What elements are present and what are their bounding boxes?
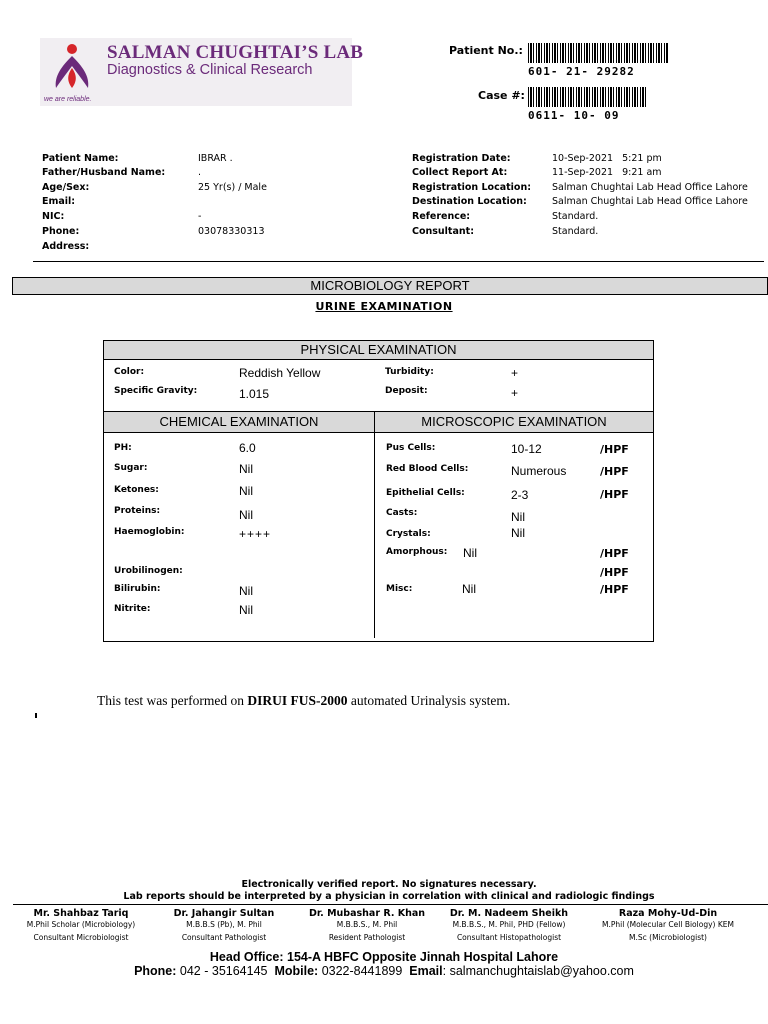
crystals-label: Crystals: (386, 529, 431, 539)
ph-label: PH: (114, 443, 132, 453)
report-subtitle: URINE EXAMINATION (315, 300, 453, 313)
ketones-value: Nil (239, 484, 253, 498)
urobilinogen-label: Urobilinogen: (114, 566, 183, 576)
case-barcode-icon (528, 87, 648, 107)
case-label: Case #: (478, 89, 525, 102)
specific-gravity-value: 1.015 (239, 387, 270, 401)
patient-name: IBRAR . (198, 153, 233, 164)
analyzer-note-prefix: This test was performed on (97, 693, 248, 708)
signatory-qualification: M.Phil Scholar (Microbiology) (26, 920, 136, 929)
mobile-contact: 0322-8441899 (321, 964, 403, 978)
margin-mark (35, 713, 37, 718)
color-value: Reddish Yellow (239, 366, 321, 380)
footer-divider (13, 904, 768, 905)
amorphous-unit: /HPF (600, 547, 629, 560)
casts-value: Nil (511, 510, 525, 524)
reg-date: 10-Sep-2021 5:21 pm (552, 153, 662, 164)
extra-unit: /HPF (600, 566, 629, 579)
consultant-value: Standard. (552, 226, 599, 237)
ph-value: 6.0 (239, 441, 256, 455)
signatory-title: M.Sc (Microbiologist) (629, 933, 707, 942)
head-office-address: Head Office: 154-A HBFC Opposite Jinnah Hospital Lahore (209, 950, 559, 964)
lab-name: SALMAN CHUGHTAI’S LAB (107, 42, 364, 63)
rbc-label: Red Blood Cells: (386, 464, 469, 474)
signatory-qualification: M.Phil (Molecular Cell Biology) KEM (602, 920, 734, 929)
mobile-contact-label: Mobile: (274, 964, 319, 978)
email-contact[interactable]: salmanchughtaislab@yahoo.com (449, 964, 634, 978)
dest-location-label: Destination Location: (412, 196, 527, 207)
signatory (439, 908, 579, 942)
misc-unit: /HPF (600, 583, 629, 596)
father-label: Father/Husband Name: (42, 167, 166, 178)
pus-cells-unit: /HPF (600, 443, 629, 456)
contact-line: Phone: 042 - 35164145 Mobile: 0322-8441899 Email: salmanchughtaislab@yahoo.com (134, 964, 634, 978)
phone-contact: 042 - 35164145 (179, 964, 268, 978)
crystals-value: Nil (511, 526, 525, 540)
pus-cells-label: Pus Cells: (386, 443, 436, 453)
signatory-name: Dr. Jahangir Sultan (173, 908, 275, 919)
signatory (154, 908, 294, 942)
haemoglobin-value: ++++ (239, 527, 272, 541)
address-label: Address: (42, 241, 90, 252)
deposit-value: + (511, 386, 519, 400)
email-label: Email: (42, 196, 76, 207)
sugar-value: Nil (239, 462, 253, 476)
epithelial-value: 2-3 (511, 488, 529, 502)
signatory (297, 908, 437, 942)
collect-label: Collect Report At: (412, 167, 508, 178)
signatory (11, 908, 151, 942)
phone-contact-label: Phone: (134, 964, 177, 978)
patient-name-label: Patient Name: (42, 153, 119, 164)
header-divider (33, 261, 764, 262)
haemoglobin-label: Haemoglobin: (114, 527, 185, 537)
signatory (588, 908, 748, 942)
amorphous-label: Amorphous: (386, 547, 448, 557)
father-name: . (198, 167, 202, 178)
reference-value: Standard. (552, 211, 599, 222)
verified-note: Electronically verified report. No signatures necessary. (241, 879, 537, 890)
amorphous-value: Nil (463, 546, 477, 560)
analyzer-note-suffix: automated Urinalysis system. (347, 693, 511, 708)
signatory-title: Consultant Pathologist (181, 933, 267, 942)
reference-label: Reference: (412, 211, 471, 222)
lab-subtitle: Diagnostics & Clinical Research (107, 62, 313, 78)
color-label: Color: (114, 367, 145, 377)
signatory-name: Dr. Mubashar R. Khan (308, 908, 426, 919)
rbc-unit: /HPF (600, 465, 629, 478)
physical-heading: PHYSICAL EXAMINATION (103, 340, 654, 360)
sugar-label: Sugar: (114, 463, 148, 473)
signatory-title: Consultant Histopathologist (456, 933, 562, 942)
reg-location: Salman Chughtai Lab Head Office Lahore (552, 182, 748, 193)
turbidity-label: Turbidity: (385, 367, 434, 377)
patient-barcode-icon (528, 43, 668, 63)
signatory-qualification: M.B.B.S., M. Phil, PHD (Fellow) (452, 920, 566, 929)
lab-tagline: we are reliable. (44, 96, 92, 103)
signatory-name: Mr. Shahbaz Tariq (33, 908, 129, 919)
signatory-qualification: M.B.B.S (Pb), M. Phil (186, 920, 262, 929)
email-contact-label: Email (409, 964, 443, 978)
specific-gravity-label: Specific Gravity: (114, 386, 198, 396)
reg-location-label: Registration Location: (412, 182, 532, 193)
nic-value: - (198, 211, 202, 222)
casts-label: Casts: (386, 508, 418, 518)
rbc-value: Numerous (511, 464, 567, 478)
epithelial-label: Epithelial Cells: (386, 488, 465, 498)
disclaimer-note: Lab reports should be interpreted by a physician in correlation with clinical and radiologic findings (123, 891, 655, 902)
patient-no: 601- 21- 29282 (528, 65, 635, 78)
age-sex-label: Age/Sex: (42, 182, 90, 193)
collect-date: 11-Sep-2021 9:21 am (552, 167, 662, 178)
turbidity-value: + (511, 366, 519, 380)
deposit-label: Deposit: (385, 386, 428, 396)
signatory-name: Dr. M. Nadeem Sheikh (449, 908, 569, 919)
nitrite-value: Nil (239, 603, 253, 617)
analyzer-name: DIRUI FUS-2000 (247, 693, 348, 708)
dest-location: Salman Chughtai Lab Head Office Lahore (552, 196, 748, 207)
column-divider (374, 433, 375, 638)
pus-cells-value: 10-12 (511, 442, 542, 456)
chemical-heading: CHEMICAL EXAMINATION (103, 411, 375, 433)
signatory-title: Resident Pathologist (328, 933, 406, 942)
phone-value: 03078330313 (198, 226, 265, 237)
phone-label: Phone: (42, 226, 80, 237)
consultant-label: Consultant: (412, 226, 474, 237)
analyzer-note (97, 693, 510, 709)
misc-label: Misc: (386, 584, 413, 594)
signatory-title: Consultant Microbiologist (33, 933, 129, 942)
signatory-qualification: M.B.B.S., M. Phil (336, 920, 398, 929)
epithelial-unit: /HPF (600, 488, 629, 501)
case-no: 0611- 10- 09 (528, 109, 620, 122)
microscopic-heading: MICROSCOPIC EXAMINATION (374, 411, 654, 433)
report-title: MICROBIOLOGY REPORT (12, 277, 768, 295)
bilirubin-label: Bilirubin: (114, 584, 161, 594)
nitrite-label: Nitrite: (114, 604, 151, 614)
patient-no-label: Patient No.: (449, 44, 523, 57)
age-sex: 25 Yr(s) / Male (198, 182, 267, 193)
ketones-label: Ketones: (114, 485, 159, 495)
bilirubin-value: Nil (239, 584, 253, 598)
proteins-label: Proteins: (114, 506, 161, 516)
lab-logo-icon (46, 42, 98, 94)
nic-label: NIC: (42, 211, 65, 222)
proteins-value: Nil (239, 508, 253, 522)
signatory-name: Raza Mohy-Ud-Din (618, 908, 718, 919)
misc-value: Nil (462, 582, 476, 596)
reg-date-label: Registration Date: (412, 153, 511, 164)
